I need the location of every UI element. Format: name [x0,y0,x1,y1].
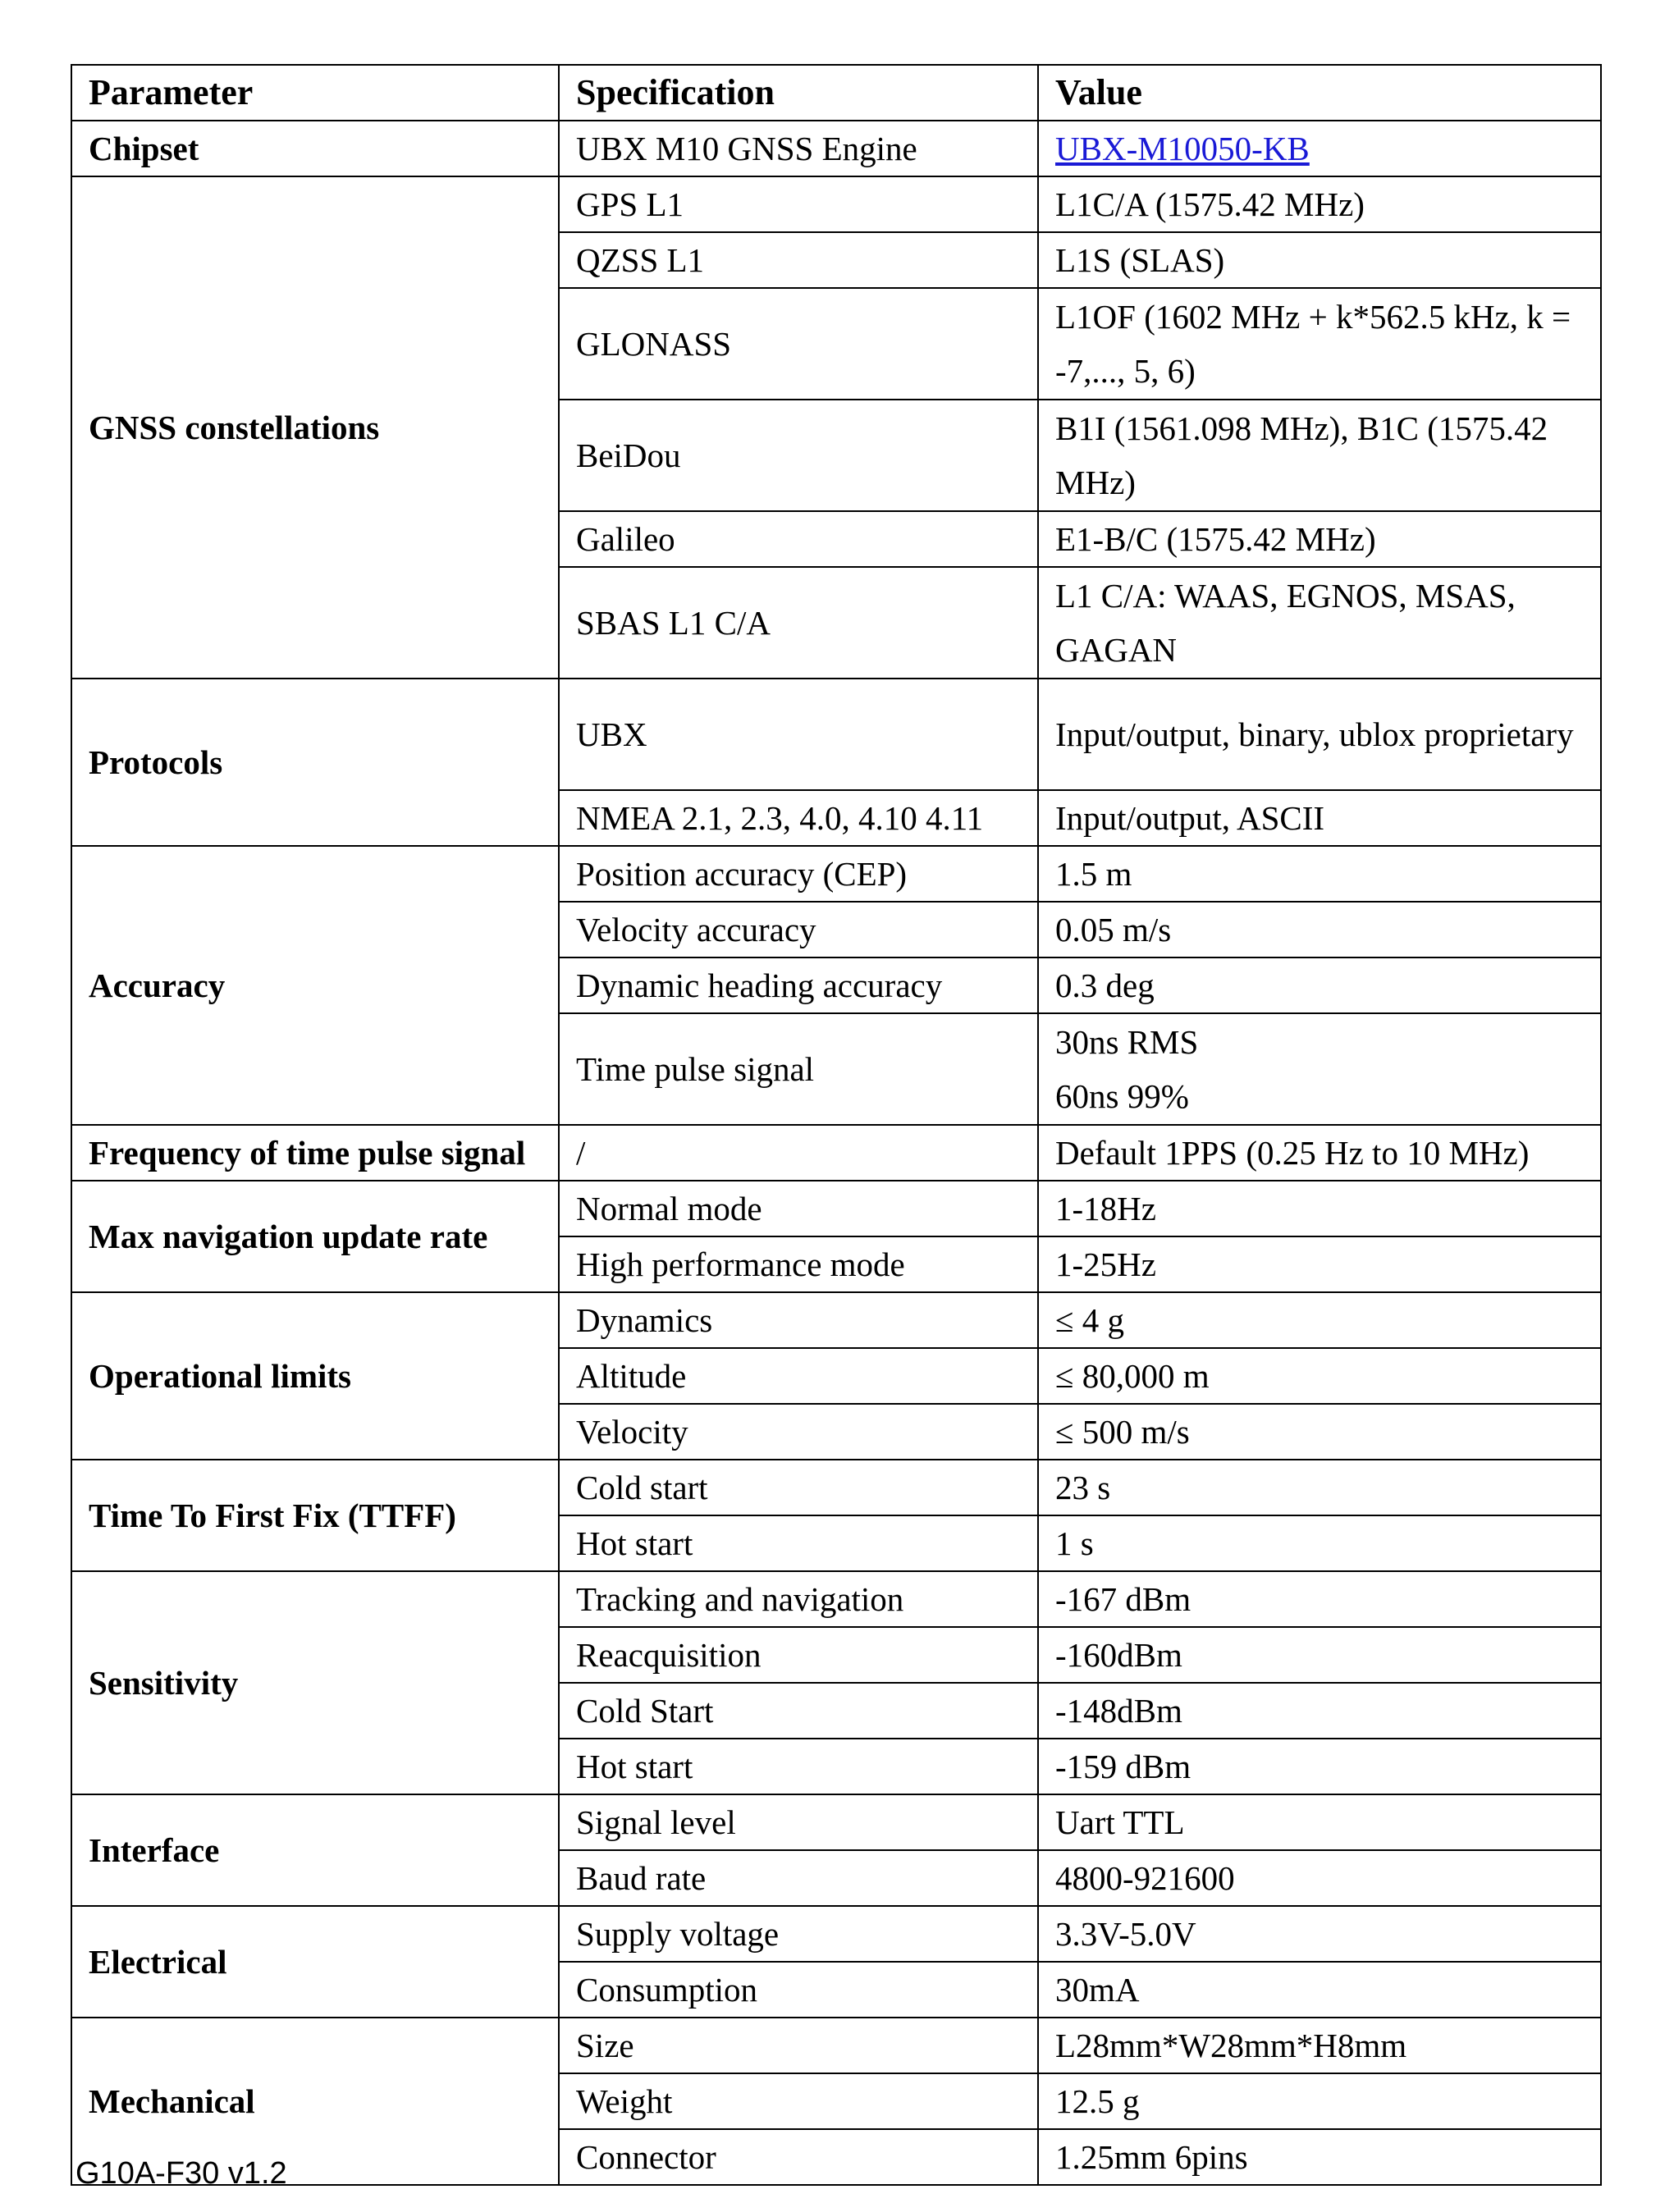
value-cell: Default 1PPS (0.25 Hz to 10 MHz) [1038,1125,1601,1181]
specification-cell: GLONASS [559,288,1038,400]
header-row [71,65,1601,121]
specification-cell: Baud rate [559,1850,1038,1906]
specification-cell: High performance mode [559,1236,1038,1292]
specification-cell: Position accuracy (CEP) [559,846,1038,902]
value-cell: -160dBm [1038,1627,1601,1683]
value-cell: -148dBm [1038,1683,1601,1739]
header-specification: Specification [559,65,1038,121]
value-cell: 30mA [1038,1962,1601,2018]
table-row [71,176,1601,232]
specification-cell: Dynamic heading accuracy [559,957,1038,1013]
parameter-cell: Max navigation update rate [71,1181,559,1292]
table-row [71,121,1601,176]
specification-cell: Weight [559,2073,1038,2129]
specification-cell: Normal mode [559,1181,1038,1236]
value-cell: 1-25Hz [1038,1236,1601,1292]
parameter-cell: Operational limits [71,1292,559,1460]
parameter-cell: Frequency of time pulse signal [71,1125,559,1181]
value-cell: E1-B/C (1575.42 MHz) [1038,511,1601,567]
specification-cell: SBAS L1 C/A [559,567,1038,679]
specification-cell: GPS L1 [559,176,1038,232]
parameter-cell: GNSS constellations [71,176,559,679]
parameter-cell: Protocols [71,679,559,846]
specification-cell: Time pulse signal [559,1013,1038,1125]
specification-cell: Altitude [559,1348,1038,1404]
value-cell: ≤ 500 m/s [1038,1404,1601,1460]
value-cell: L1C/A (1575.42 MHz) [1038,176,1601,232]
specification-cell: Cold Start [559,1683,1038,1739]
value-cell: 1-18Hz [1038,1181,1601,1236]
value-cell: L1S (SLAS) [1038,232,1601,288]
specification-cell: Supply voltage [559,1906,1038,1962]
parameter-cell: Electrical [71,1906,559,2018]
value-line: 30ns RMS [1055,1023,1199,1061]
specification-cell: Velocity accuracy [559,902,1038,957]
table-row [71,1460,1601,1515]
specification-cell: Signal level [559,1794,1038,1850]
table-row [71,1571,1601,1627]
parameter-cell: Mechanical [71,2018,559,2185]
specification-cell: QZSS L1 [559,232,1038,288]
value-cell: ≤ 80,000 m [1038,1348,1601,1404]
table-row [71,2018,1601,2073]
value-cell: B1I (1561.098 MHz), B1C (1575.42 MHz) [1038,400,1601,511]
value-cell: 0.3 deg [1038,957,1601,1013]
value-cell: 23 s [1038,1460,1601,1515]
specification-cell: Dynamics [559,1292,1038,1348]
table-row [71,1906,1601,1962]
value-cell: -159 dBm [1038,1739,1601,1794]
specification-cell: Hot start [559,1739,1038,1794]
value-cell: ≤ 4 g [1038,1292,1601,1348]
table-row [71,1292,1601,1348]
table-body [71,121,1601,2185]
value-cell: 4800-921600 [1038,1850,1601,1906]
document-footer: G10A-F30 v1.2 [75,2156,287,2191]
specification-cell: Reacquisition [559,1627,1038,1683]
value-cell: 12.5 g [1038,2073,1601,2129]
parameter-cell: Interface [71,1794,559,1906]
table-header [71,65,1601,121]
value-cell [1038,1013,1601,1125]
header-value: Value [1038,65,1601,121]
table-row [71,1181,1601,1236]
specification-cell: Hot start [559,1515,1038,1571]
value-cell: 0.05 m/s [1038,902,1601,957]
value-cell: L1OF (1602 MHz + k*562.5 kHz, k = -7,..., 5, 6) [1038,288,1601,400]
value-cell: 1.25mm 6pins [1038,2129,1601,2185]
table-row [71,1794,1601,1850]
value-cell: Input/output, ASCII [1038,790,1601,846]
value-cell: 3.3V-5.0V [1038,1906,1601,1962]
header-parameter: Parameter [71,65,559,121]
parameter-cell: Sensitivity [71,1571,559,1794]
specification-cell: BeiDou [559,400,1038,511]
specification-cell: NMEA 2.1, 2.3, 4.0, 4.10 4.11 [559,790,1038,846]
value-cell [1038,121,1601,176]
specification-cell: Size [559,2018,1038,2073]
parameter-cell: Time To First Fix (TTFF) [71,1460,559,1571]
value-cell: Input/output, binary, ublox proprietary [1038,679,1601,790]
value-line: 60ns 99% [1055,1077,1189,1115]
value-cell: 1.5 m [1038,846,1601,902]
specification-cell: Tracking and navigation [559,1571,1038,1627]
value-cell: -167 dBm [1038,1571,1601,1627]
parameter-cell: Chipset [71,121,559,176]
specification-cell: Cold start [559,1460,1038,1515]
value-cell: L1 C/A: WAAS, EGNOS, MSAS, GAGAN [1038,567,1601,679]
table-row [71,1125,1601,1181]
value-cell: Uart TTL [1038,1794,1601,1850]
specification-cell: UBX M10 GNSS Engine [559,121,1038,176]
chipset-link[interactable]: UBX-M10050-KB [1055,130,1310,167]
value-cell: 1 s [1038,1515,1601,1571]
table-row [71,846,1601,902]
specification-cell: Velocity [559,1404,1038,1460]
spec-table [71,64,1602,2186]
specification-cell: UBX [559,679,1038,790]
specification-cell: Consumption [559,1962,1038,2018]
parameter-cell: Accuracy [71,846,559,1125]
specification-cell: / [559,1125,1038,1181]
specification-cell: Connector [559,2129,1038,2185]
specification-cell: Galileo [559,511,1038,567]
table-row [71,679,1601,790]
value-cell: L28mm*W28mm*H8mm [1038,2018,1601,2073]
